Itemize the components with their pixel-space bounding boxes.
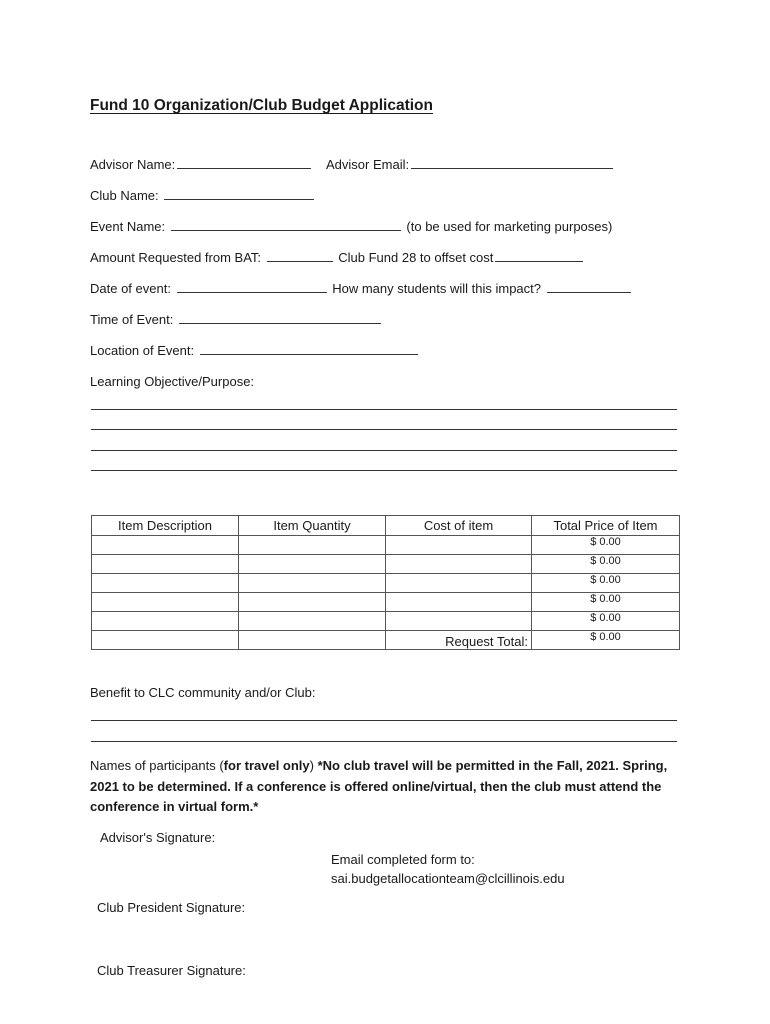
table-header-row (92, 516, 680, 536)
budget-table (91, 515, 680, 650)
form-title: Fund 10 Organization/Club Budget Application (90, 97, 433, 114)
learning-objective-line[interactable] (91, 429, 677, 430)
club-name-label: Club Name: (90, 188, 159, 203)
request-total-value: $ 0.00 (532, 631, 680, 650)
item-quantity-cell[interactable] (239, 631, 386, 650)
learning-objective-line[interactable] (91, 409, 677, 410)
total-price-cell: $ 0.00 (532, 555, 680, 574)
cost-of-item-cell[interactable] (386, 536, 532, 555)
club-fund-label: Club Fund 28 to offset cost (338, 250, 494, 265)
location-row (90, 343, 420, 358)
benefit-label: Benefit to CLC community and/or Club: (90, 685, 316, 700)
event-name-note: (to be used for marketing purposes) (406, 219, 613, 234)
item-quantity-cell[interactable] (239, 555, 386, 574)
total-price-cell: $ 0.00 (532, 612, 680, 631)
cost-of-item-cell[interactable] (386, 593, 532, 612)
advisor-signature-label: Advisor's Signature: (100, 830, 216, 845)
learning-objective-line[interactable] (91, 470, 677, 471)
total-price-cell: $ 0.00 (532, 593, 680, 612)
date-of-event-label: Date of event: (90, 281, 171, 296)
participants-note (90, 756, 690, 818)
amount-row (90, 250, 585, 265)
date-row (90, 281, 633, 296)
item-quantity-cell[interactable] (239, 593, 386, 612)
email-instructions: Email completed form to: (331, 852, 475, 867)
advisor-email-field[interactable] (411, 157, 613, 169)
participants-travel-notice: *No club travel will be permitted in the Fall, 2021. Spring, 2021 to be determined. If a conference is offered online/virtual, then the club must attend the conference in virtual form.* (90, 758, 668, 814)
total-price-cell: $ 0.00 (532, 536, 680, 555)
advisor-name-label: Advisor Name: (90, 157, 176, 172)
total-price-cell: $ 0.00 (532, 574, 680, 593)
time-of-event-field[interactable] (179, 312, 381, 324)
participants-travel-only: for travel only (223, 758, 310, 773)
club-name-field[interactable] (164, 188, 314, 200)
learning-objective-line[interactable] (91, 450, 677, 451)
cost-of-item-cell[interactable] (386, 555, 532, 574)
item-quantity-cell[interactable] (239, 612, 386, 631)
benefit-line[interactable] (91, 720, 677, 721)
participants-intro: Names of participants ( (90, 758, 224, 773)
advisor-email-label: Advisor Email: (326, 157, 410, 172)
learning-objective-label: Learning Objective/Purpose: (90, 374, 255, 389)
item-description-cell[interactable] (92, 536, 239, 555)
column-header: Total Price of Item (532, 516, 680, 536)
advisor-row (90, 157, 313, 172)
advisor-email-row (326, 157, 615, 172)
amount-requested-label: Amount Requested from BAT: (90, 250, 262, 265)
cost-of-item-cell[interactable] (386, 574, 532, 593)
date-of-event-field[interactable] (177, 281, 327, 293)
president-signature-label: Club President Signature: (97, 900, 246, 915)
club-fund-field[interactable] (495, 250, 583, 262)
item-quantity-cell[interactable] (239, 536, 386, 555)
advisor-name-field[interactable] (177, 157, 311, 169)
time-of-event-label: Time of Event: (90, 312, 174, 327)
table-row (92, 574, 680, 593)
item-description-cell[interactable] (92, 574, 239, 593)
amount-requested-field[interactable] (267, 250, 333, 262)
item-quantity-cell[interactable] (239, 574, 386, 593)
club-name-row (90, 188, 316, 203)
students-impact-field[interactable] (547, 281, 631, 293)
item-description-cell[interactable] (92, 593, 239, 612)
cost-of-item-cell[interactable] (386, 612, 532, 631)
event-name-label: Event Name: (90, 219, 166, 234)
request-total-label: Request Total: (386, 631, 532, 650)
item-description-cell[interactable] (92, 555, 239, 574)
time-row (90, 312, 383, 327)
students-impact-label: How many students will this impact? (332, 281, 542, 296)
submission-email[interactable]: sai.budgetallocationteam@clcillinois.edu (331, 871, 565, 886)
table-row (92, 555, 680, 574)
benefit-line[interactable] (91, 741, 677, 742)
column-header: Item Quantity (239, 516, 386, 536)
event-name-row (90, 219, 612, 234)
location-of-event-field[interactable] (200, 343, 418, 355)
participants-mid: ) (309, 758, 318, 773)
item-description-cell[interactable] (92, 631, 239, 650)
table-row (92, 612, 680, 631)
table-row (92, 536, 680, 555)
item-description-cell[interactable] (92, 612, 239, 631)
treasurer-signature-label: Club Treasurer Signature: (97, 963, 246, 978)
table-row (92, 593, 680, 612)
column-header: Item Description (92, 516, 239, 536)
location-of-event-label: Location of Event: (90, 343, 195, 358)
request-total-row (92, 631, 680, 650)
column-header: Cost of item (386, 516, 532, 536)
event-name-field[interactable] (171, 219, 401, 231)
